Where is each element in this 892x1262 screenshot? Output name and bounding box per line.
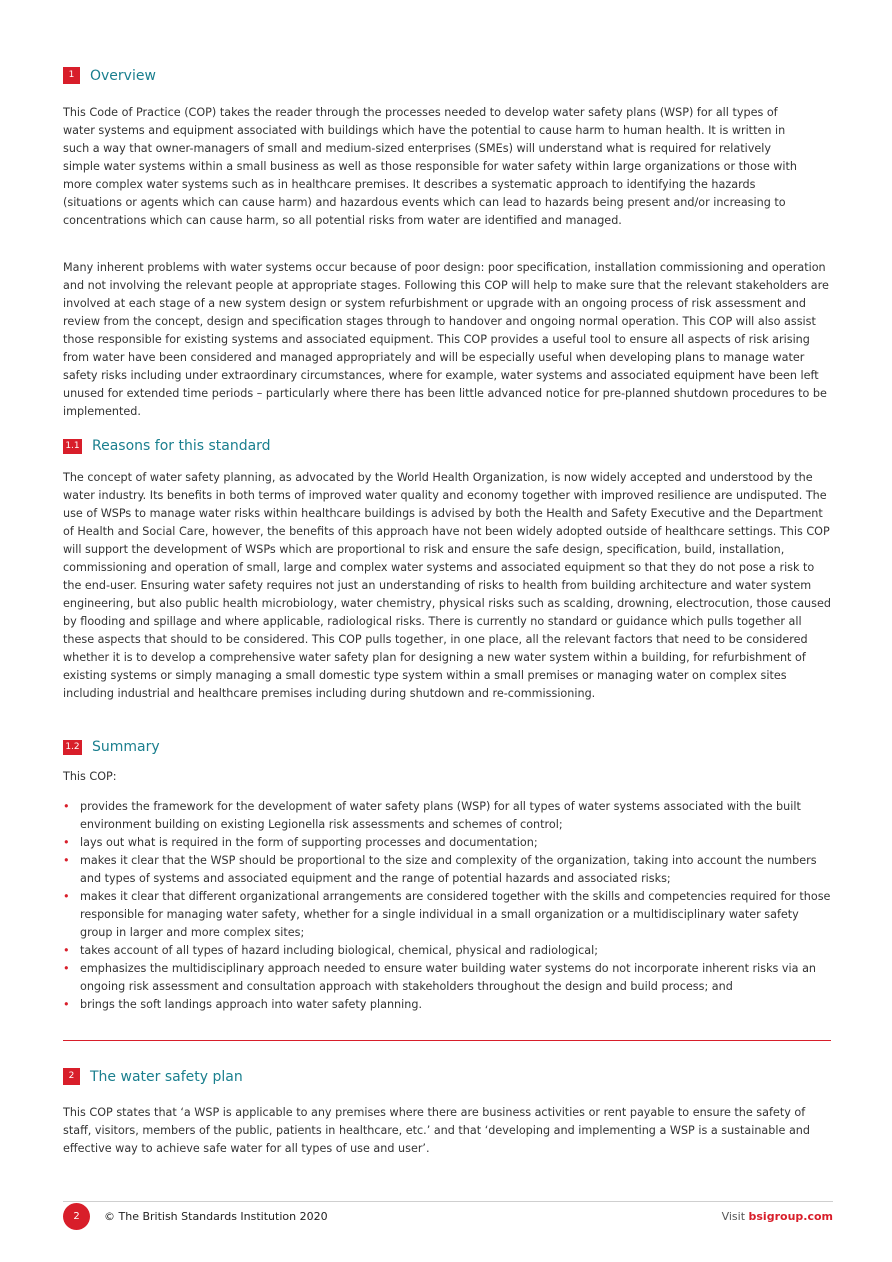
list-item: • lays out what is required in the form of supporting processes and documentation; [63,834,831,852]
summary-intro: This COP: [63,770,117,783]
section-heading-overview [63,67,156,84]
section-title: Overview [90,67,156,84]
list-item: • takes account of all types of hazard including biological, chemical, physical and radiological; [63,942,831,960]
paragraph: This Code of Practice (COP) takes the reader through the processes needed to develop water safety plans (WSP) for all types of water systems and equipment associated with buildings which have the potential to cause harm to human health. It is written in such a way that owner-managers of small and medium-sized enterprises (SMEs) will understand what is required for relatively simple water systems within a small business as well as those responsible for water safety within large organizations or those with more complex water systems such as in healthcare premises. It describes a systematic approach to identifying the hazards (situations or agents which can cause harm) and hazardous events which can lead to hazards being present and/or increasing to concentrations which can cause harm, so all potential risks from water are identified and managed. [63,106,797,227]
visit-prefix: Visit [721,1210,746,1223]
section-heading-reasons [63,438,271,454]
list-item: • brings the soft landings approach into water safety planning. [63,996,831,1014]
visit-link-text [722,1210,833,1223]
website-link[interactable]: bsigroup.com [748,1210,833,1223]
section-number-badge: 1.2 [63,740,82,755]
section-number-badge: 1.1 [63,439,82,454]
section-number-badge: 2 [63,1068,80,1085]
section-number-badge: 1 [63,67,80,84]
section-title: The water safety plan [90,1068,243,1085]
list-item: • makes it clear that the WSP should be proportional to the size and complexity of the organization, taking into account the numbers and types of systems and associated equipment and the range of potential hazards and associated risks; [63,852,831,888]
section-title: Reasons for this standard [92,438,271,454]
section-title: Summary [92,739,160,755]
paragraph: The concept of water safety planning, as advocated by the World Health Organization, is now widely accepted and understood by the water industry. Its benefits in both terms of improved water quality and economy together with improved resilience are undisputed. The use of WSPs to manage water risks within healthcare buildings is advised by both the Health and Safety Executive and the Department of Health and Social Care, however, the benefits of this approach have not been widely adopted outside of healthcare settings. This COP will support the development of WSPs which are proportional to risk and ensure the safe design, specification, build, installation, commissioning and operation of small, large and complex water systems and associated equipment so that they do not pose a risk to the end-user. Ensuring water safety requires not just an understanding of risks to health from building architecture and water system engineering, but also public health microbiology, water chemistry, physical risks such as scalding, drowning, electrocution, those caused by flooding and spillage and where applicable, radiological risks. There is currently no standard or guidance which pulls together all these aspects that should to be considered. This COP pulls together, in one place, all the relevant factors that need to be considered whether it is to develop a comprehensive water safety plan for designing a new water system within a building, for refurbishment of existing systems or simply managing a small domestic type system within a small premises or managing water on complex sites including industrial and healthcare premises including during shutdown and re-commissioning. [63,471,831,700]
page-number-badge: 2 [63,1203,90,1230]
section-heading-water-safety-plan [63,1068,243,1085]
section-heading-summary [63,739,160,755]
copyright-text: © The British Standards Institution 2020 [104,1210,328,1223]
paragraph: Many inherent problems with water systems occur because of poor design: poor specification, installation commissioning and operation and not involving the relevant people at appropriate stages. Following this COP will help to make sure that the relevant stakeholders are involved at each stage of a new system design or system refurbishment or upgrade with an ongoing process of risk assessment and review from the concept, design and specification stages through to handover and ongoing normal operation. This COP will also assist those responsible for existing systems and associated equipment. This COP provides a useful tool to ensure all aspects of risk arising from water have been considered and managed appropriately and will be especially useful when developing plans to manage water safety risks including under extraordinary circumstances, where for example, water systems and associated equipment have been left unused for extended time periods – particularly where there has been little advanced notice for pre-planned shutdown procedures to be implemented. [63,261,829,418]
footer-divider [63,1201,833,1202]
paragraph: This COP states that ‘a WSP is applicable to any premises where there are business activities or rent payable to ensure the safety of staff, visitors, members of the public, patients in healthcare, etc.’ and that ‘developing and implementing a WSP is a sustainable and effective way to achieve safe water for all types of use and user’. [63,1106,810,1155]
section-divider [63,1040,831,1041]
list-item: • emphasizes the multidisciplinary approach needed to ensure water building water systems do not incorporate inherent risks via an ongoing risk assessment and consultation approach with stakeholders throughout the design and build process; and [63,960,831,996]
list-item: • provides the framework for the development of water safety plans (WSP) for all types of water systems associated with the built environment building on existing Legionella risk assessments and schemes of control; [63,798,831,834]
list-item: • makes it clear that different organizational arrangements are considered together with the skills and competencies required for those responsible for managing water safety, whether for a single individual in a small organization or a multidisciplinary water safety group in larger and more complex sites; [63,888,831,942]
summary-list [63,798,831,1014]
